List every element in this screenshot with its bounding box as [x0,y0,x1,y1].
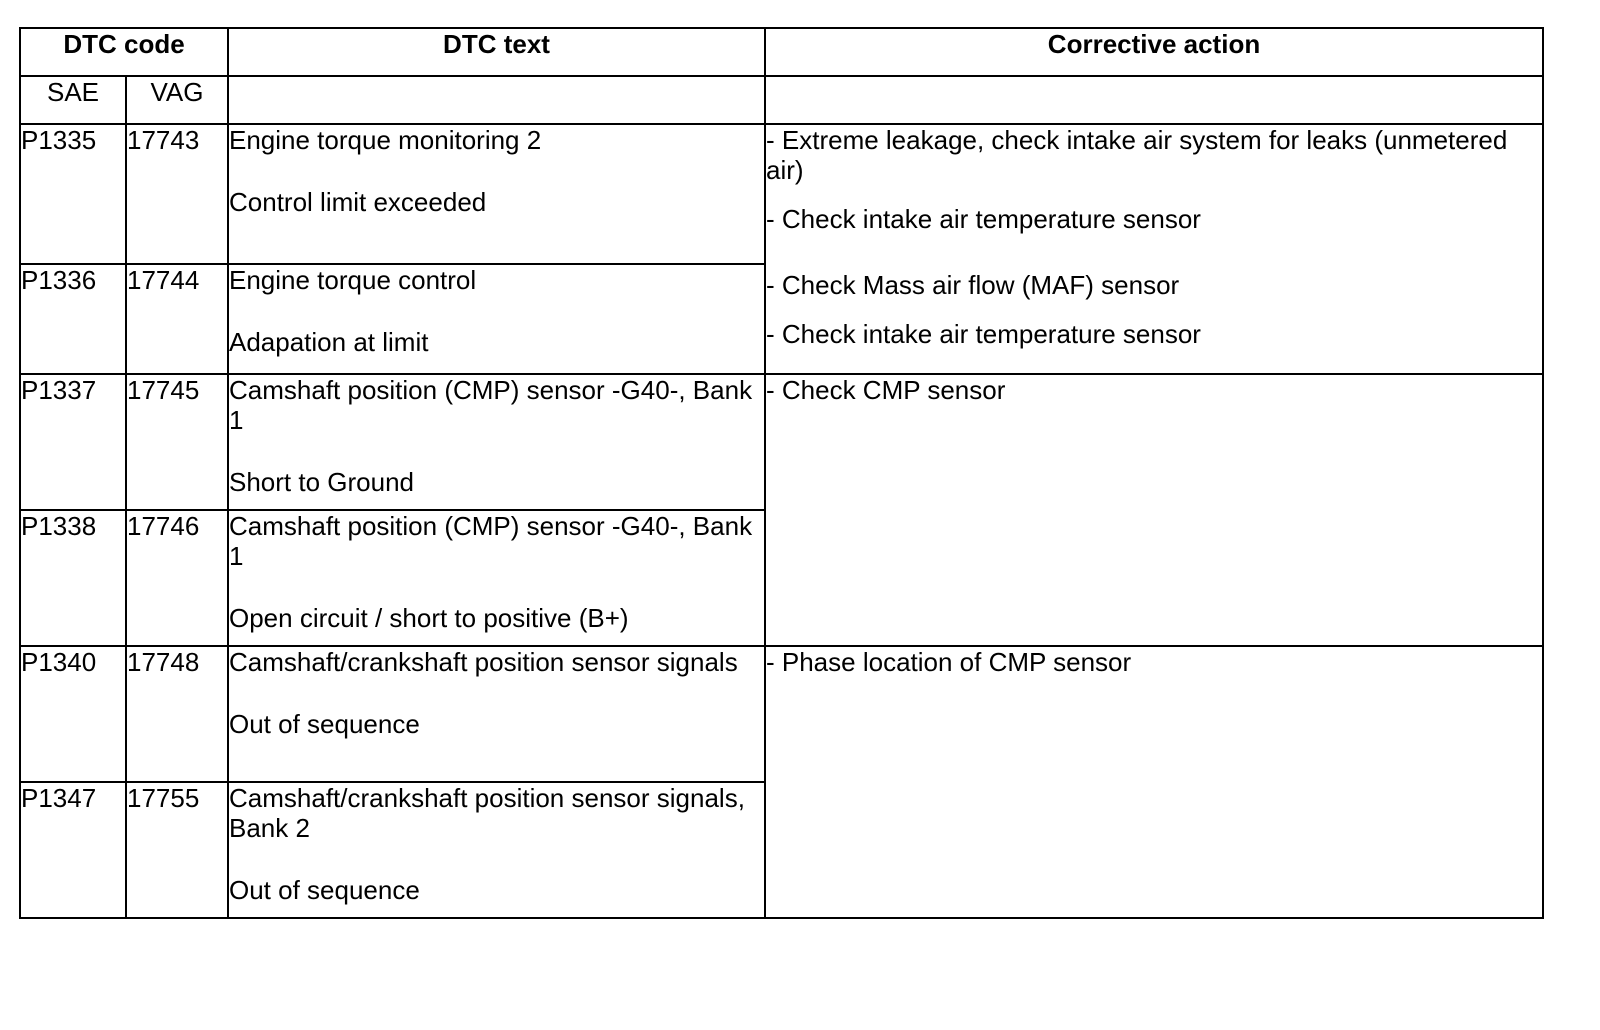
sae-code: P1336 [20,264,126,374]
dtc-description: Camshaft/crankshaft position sensor signals [229,647,738,677]
subheader-empty-action [765,76,1543,124]
dtc-description: Camshaft position (CMP) sensor -G40-, Bank 1 [229,511,753,571]
subheader-vag: VAG [126,76,228,124]
subheader-sae: SAE [20,76,126,124]
sae-code: P1347 [20,782,126,918]
vag-code: 17755 [126,782,228,918]
sae-code: P1338 [20,510,126,646]
vag-code: 17743 [126,124,228,264]
header-dtc-text: DTC text [228,28,765,76]
action-item: - Phase location of CMP sensor [766,647,1132,677]
action-item: - Check Mass air flow (MAF) sensor [766,270,1180,300]
dtc-text-cell [228,124,765,264]
dtc-description: Camshaft/crankshaft position sensor signals, Bank 2 [229,783,745,843]
dtc-detail: Out of sequence [229,875,420,905]
corrective-action-cell [765,124,1543,374]
dtc-text-cell [228,264,765,374]
corrective-action-cell [765,646,1543,918]
dtc-text-cell [228,782,765,918]
dtc-text-cell [228,510,765,646]
table-row [20,124,1543,264]
dtc-detail: Control limit exceeded [229,187,487,217]
sae-code: P1340 [20,646,126,782]
action-item: - Check CMP sensor [766,375,1006,405]
subheader-row [20,76,1543,124]
sae-code: P1337 [20,374,126,510]
vag-code: 17744 [126,264,228,374]
vag-code: 17745 [126,374,228,510]
dtc-detail: Open circuit / short to positive (B+) [229,603,629,633]
dtc-detail: Out of sequence [229,709,420,739]
dtc-text-cell [228,374,765,510]
header-row [20,28,1543,76]
table-row [20,646,1543,782]
dtc-text-cell [228,646,765,782]
dtc-description: Engine torque control [229,265,477,295]
action-item: - Check intake air temperature sensor [766,319,1201,349]
action-item: - Check intake air temperature sensor [766,204,1201,234]
table-row [20,374,1543,510]
corrective-action-cell [765,374,1543,646]
vag-code: 17748 [126,646,228,782]
dtc-description: Engine torque monitoring 2 [229,125,542,155]
header-dtc-code: DTC code [20,28,228,76]
action-item: - Extreme leakage, check intake air system for leaks (unmetered air) [766,125,1508,185]
subheader-empty-text [228,76,765,124]
vag-code: 17746 [126,510,228,646]
dtc-detail: Adapation at limit [229,327,429,357]
header-corrective-action: Corrective action [765,28,1543,76]
dtc-description: Camshaft position (CMP) sensor -G40-, Bank 1 [229,375,753,435]
dtc-detail: Short to Ground [229,467,414,497]
dtc-table [19,27,1544,919]
sae-code: P1335 [20,124,126,264]
